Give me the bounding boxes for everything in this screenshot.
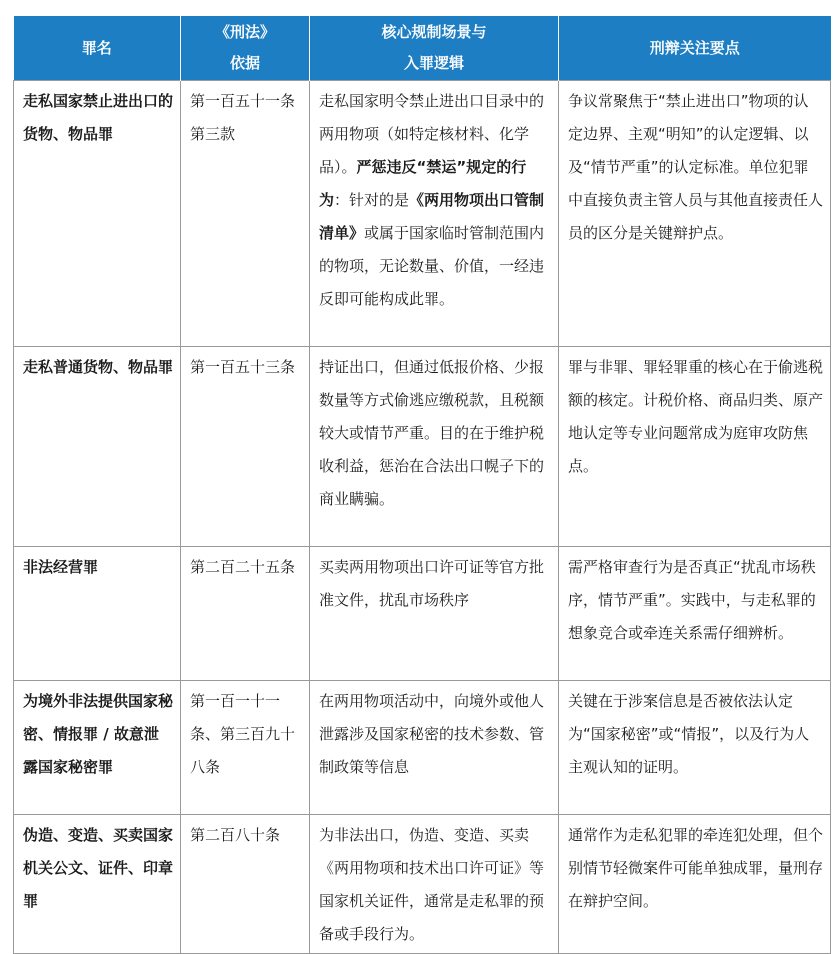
scenario-cell: 为非法出口，伪造、变造、买卖《两用物项和技术出口许可证》等国家机关证件，通常是走私罪的预备或手段行为。 [310,815,559,954]
scenario-cell: 在两用物项活动中，向境外或他人泄露涉及国家秘密的技术参数、管制政策等信息 [310,681,559,815]
scenario-cell: 持证出口，但通过低报价格、少报数量等方式偷逃应缴税款，且税额较大或情节严重。目的在于维护税收利益，惩治在合法出口幌子下的商业瞒骗。 [310,347,559,547]
table-row [14,547,831,681]
crime-cell: 走私国家禁止进出口的货物、物品罪 [14,81,181,347]
defense-cell: 通常作为走私犯罪的牵连犯处理，但个别情节轻微案件可能单独成罪，量刑存在辩护空间。 [559,815,831,954]
crime-cell: 伪造、变造、买卖国家机关公文、证件、印章罪 [14,815,181,954]
header-basis: 《刑法》 依据 [181,16,310,81]
basis-cell: 第二百八十条 [181,815,310,954]
header-scenario: 核心规制场景与 入罪逻辑 [310,16,559,81]
table-container [13,16,830,954]
basis-cell: 第一百五十一条第三款 [181,81,310,347]
scenario-cell: 买卖两用物项出口许可证等官方批准文件，扰乱市场秩序 [310,547,559,681]
basis-cell: 第一百一十一条、第三百九十八条 [181,681,310,815]
table-row [14,681,831,815]
basis-cell: 第二百二十五条 [181,547,310,681]
header-crime: 罪名 [14,16,181,81]
basis-cell: 第一百五十三条 [181,347,310,547]
defense-cell: 关键在于涉案信息是否被依法认定为“国家秘密”或“情报”，以及行为人主观认知的证明。 [559,681,831,815]
defense-cell: 需严格审查行为是否真正“扰乱市场秩序，情节严重”。实践中，与走私罪的想象竞合或牵连关系需仔细辨析。 [559,547,831,681]
table-row [14,347,831,547]
scenario-cell: 走私国家明令禁止进出口目录中的两用物项（如特定核材料、化学品）。严惩违反“禁运”规定的行为：针对的是《两用物项出口管制清单》或属于国家临时管制范围内的物项，无论数量、价值，一经违反即可能构成此罪。 [310,81,559,347]
table-header-row [14,16,831,81]
defense-cell: 争议常聚焦于“禁止进出口”物项的认定边界、主观“明知”的认定逻辑、以及“情节严重”的认定标准。单位犯罪中直接负责主管人员与其他直接责任人员的区分是关键辩护点。 [559,81,831,347]
crime-table [13,16,831,954]
header-defense: 刑辩关注要点 [559,16,831,81]
crime-cell: 走私普通货物、物品罪 [14,347,181,547]
defense-cell: 罪与非罪、罪轻罪重的核心在于偷逃税额的核定。计税价格、商品归类、原产地认定等专业问题常成为庭审攻防焦点。 [559,347,831,547]
table-row [14,815,831,954]
table-row [14,81,831,347]
crime-cell: 非法经营罪 [14,547,181,681]
crime-cell: 为境外非法提供国家秘密、情报罪 / 故意泄露国家秘密罪 [14,681,181,815]
